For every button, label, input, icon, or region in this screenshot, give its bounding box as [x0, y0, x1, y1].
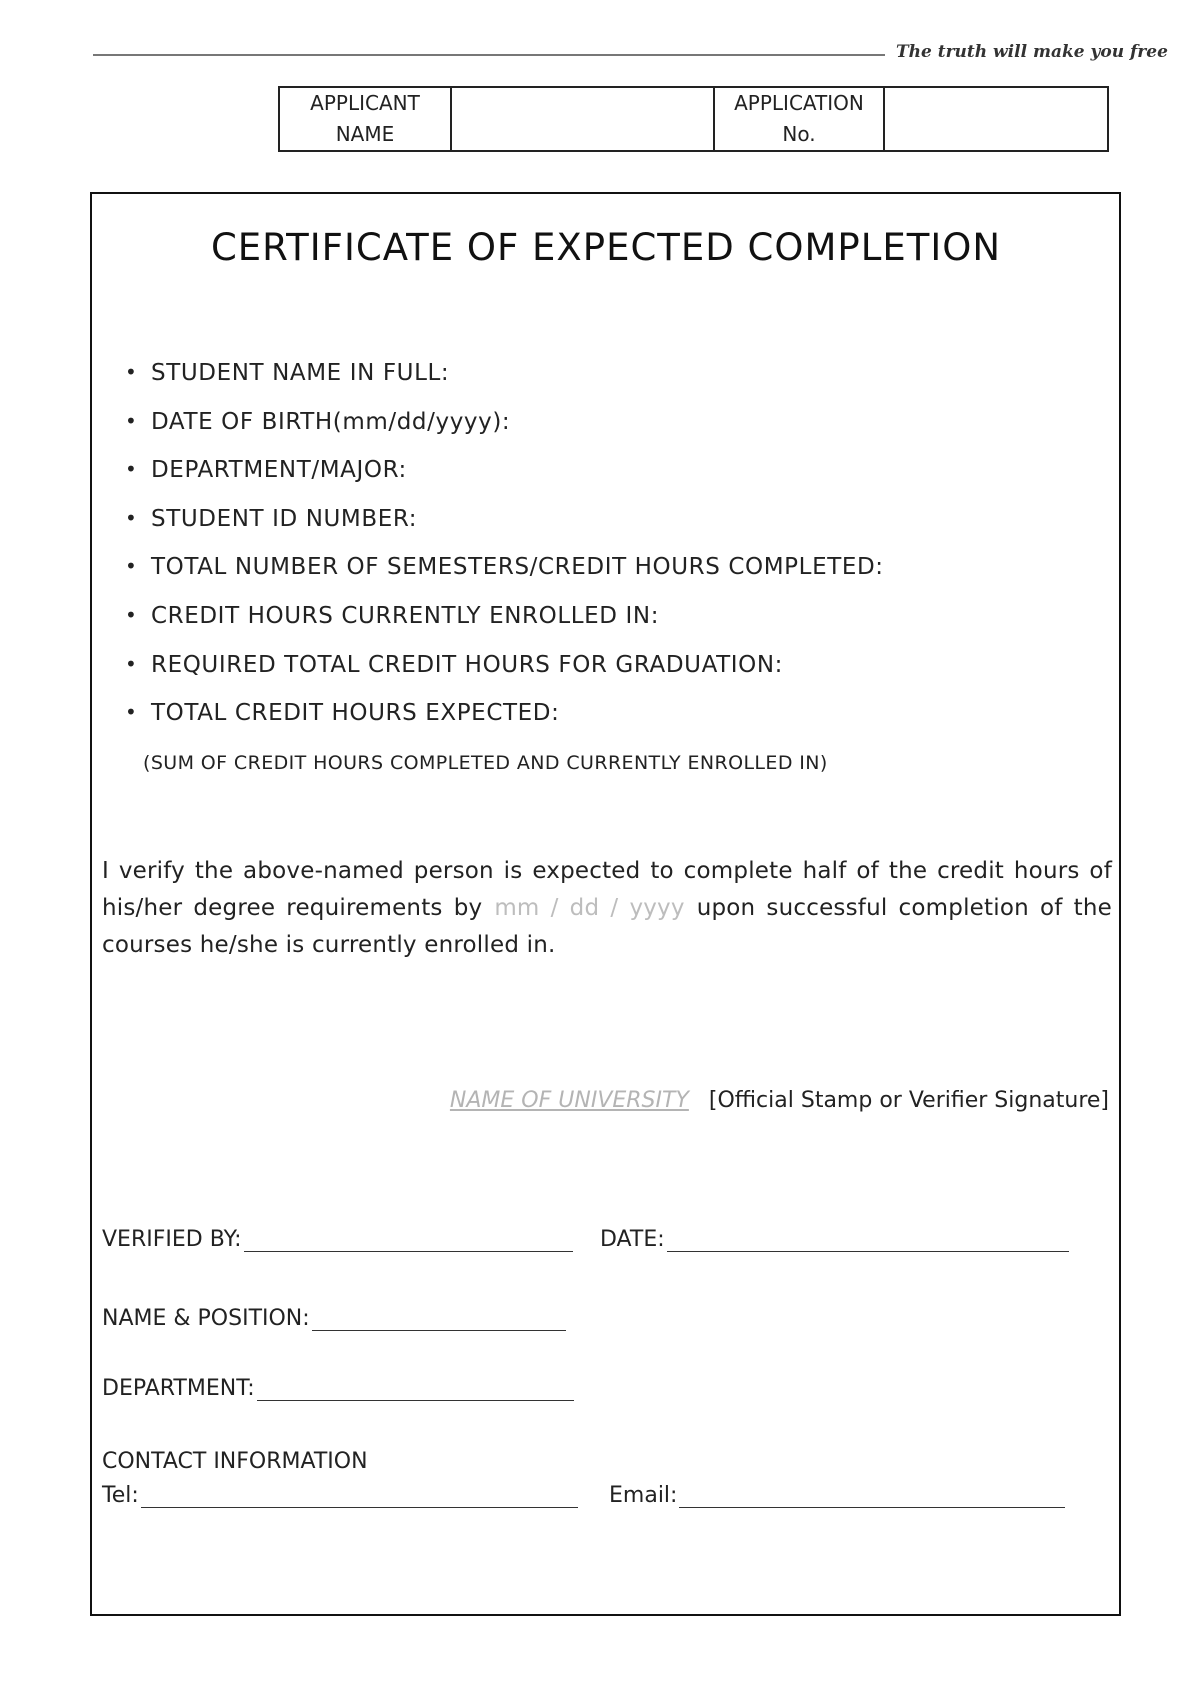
- verified-by-field: [102, 1227, 573, 1252]
- list-item-credits-enrolled: • CREDIT HOURS CURRENTLY ENROLLED IN:: [125, 603, 884, 652]
- email-label: Email:: [609, 1483, 678, 1508]
- application-number-field[interactable]: [884, 87, 1108, 151]
- motto-text: The truth will make you free: [896, 42, 1168, 62]
- list-item-student-id: • STUDENT ID NUMBER:: [125, 506, 884, 555]
- department-field: [102, 1376, 574, 1401]
- department-blank[interactable]: [257, 1376, 574, 1401]
- stamp-label: [Official Stamp or Verifier Signature]: [708, 1088, 1109, 1113]
- list-item-student-name: • STUDENT NAME IN FULL:: [125, 360, 884, 409]
- applicant-name-label: APPLICANT NAME: [279, 87, 451, 151]
- list-item-credits-completed: • TOTAL NUMBER OF SEMESTERS/CREDIT HOURS COMPLETED:: [125, 554, 884, 603]
- date-blank[interactable]: [667, 1227, 1069, 1252]
- list-item-date-of-birth: • DATE OF BIRTH(mm/dd/yyyy):: [125, 409, 884, 458]
- sum-note: (SUM OF CREDIT HOURS COMPLETED AND CURRENTLY ENROLLED IN): [143, 752, 828, 774]
- date-field: [600, 1227, 1069, 1252]
- name-position-field: [102, 1306, 566, 1331]
- verify-text-start: I verify the above-named person is expected to complete half of the credit hours of his/her degree requirements by: [102, 858, 1112, 921]
- email-field: [609, 1483, 1065, 1508]
- email-blank[interactable]: [679, 1483, 1065, 1508]
- certificate-title: CERTIFICATE OF EXPECTED COMPLETION: [210, 226, 1002, 269]
- applicant-name-field[interactable]: [451, 87, 714, 151]
- completion-date-placeholder[interactable]: mm / dd / yyyy: [494, 895, 685, 921]
- name-position-blank[interactable]: [312, 1306, 566, 1331]
- verify-text-end: upon successful completion of the courses he/she is currently enrolled in.: [102, 895, 1112, 958]
- header-rule: [93, 54, 885, 56]
- contact-heading: [102, 1449, 368, 1474]
- tel-field: [102, 1483, 578, 1508]
- verification-paragraph: [102, 853, 1112, 964]
- verified-by-blank[interactable]: [244, 1227, 573, 1252]
- application-number-label: APPLICATION No.: [714, 87, 884, 151]
- student-info-list: [125, 360, 884, 749]
- list-item-department-major: • DEPARTMENT/MAJOR:: [125, 457, 884, 506]
- verified-by-label: VERIFIED BY:: [102, 1227, 242, 1252]
- stamp-line: [450, 1088, 1109, 1113]
- list-item-total-expected: • TOTAL CREDIT HOURS EXPECTED:: [125, 700, 884, 749]
- name-position-label: NAME & POSITION:: [102, 1306, 310, 1331]
- department-label: DEPARTMENT:: [102, 1376, 255, 1401]
- date-label: DATE:: [600, 1227, 665, 1252]
- tel-blank[interactable]: [141, 1483, 578, 1508]
- application-info-table: [278, 86, 1109, 152]
- contact-heading-label: CONTACT INFORMATION: [102, 1449, 368, 1474]
- tel-label: Tel:: [102, 1483, 139, 1508]
- list-item-required-credits: • REQUIRED TOTAL CREDIT HOURS FOR GRADUATION:: [125, 652, 884, 701]
- university-name-placeholder[interactable]: NAME OF UNIVERSITY: [449, 1088, 689, 1113]
